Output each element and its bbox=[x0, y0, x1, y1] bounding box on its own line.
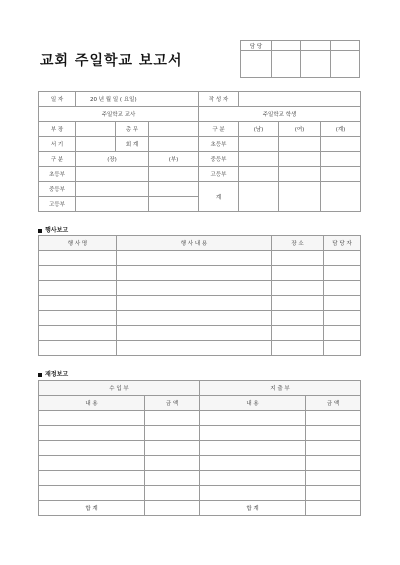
expense-total-label: 합 계 bbox=[200, 501, 306, 516]
expense-total-value[interactable] bbox=[306, 501, 361, 516]
events-col-name: 행 사 명 bbox=[39, 236, 117, 251]
input-cell[interactable] bbox=[239, 152, 279, 167]
input-cell[interactable] bbox=[145, 441, 200, 456]
input-cell[interactable] bbox=[306, 411, 361, 426]
input-cell[interactable] bbox=[272, 281, 324, 296]
input-cell[interactable] bbox=[324, 311, 361, 326]
signature-cell[interactable] bbox=[241, 51, 272, 78]
events-table bbox=[38, 235, 361, 356]
table-row bbox=[39, 311, 361, 326]
teacher-female-label: (부) bbox=[149, 152, 199, 167]
table-row bbox=[39, 326, 361, 341]
students-header: 주일학교 학생 bbox=[199, 107, 361, 122]
signature-cell[interactable] bbox=[330, 51, 359, 78]
approval-label: 담 당 bbox=[241, 41, 272, 51]
teacher-high-label: 고등부 bbox=[39, 197, 76, 212]
input-cell[interactable] bbox=[324, 251, 361, 266]
input-cell[interactable] bbox=[39, 341, 117, 356]
female-label: (여) bbox=[279, 122, 321, 137]
input-cell[interactable] bbox=[306, 486, 361, 501]
role-seogi-value[interactable] bbox=[76, 137, 116, 152]
input-cell[interactable] bbox=[272, 326, 324, 341]
date-label: 일 자 bbox=[39, 92, 76, 107]
teacher-elem-label: 초등부 bbox=[39, 167, 76, 182]
role-hoegye-value[interactable] bbox=[149, 137, 199, 152]
input-cell[interactable] bbox=[279, 182, 321, 212]
page-title: 교회 주일학교 보고서 bbox=[40, 53, 183, 69]
income-header: 수 입 부 bbox=[39, 381, 200, 396]
input-cell[interactable] bbox=[145, 456, 200, 471]
input-cell[interactable] bbox=[39, 251, 117, 266]
teacher-mid-label: 중등부 bbox=[39, 182, 76, 197]
events-col-manager: 담 당 자 bbox=[324, 236, 361, 251]
approval-cell[interactable] bbox=[272, 41, 301, 51]
table-row bbox=[39, 296, 361, 311]
table-row bbox=[39, 266, 361, 281]
expense-header: 지 출 부 bbox=[200, 381, 361, 396]
input-cell[interactable] bbox=[200, 411, 306, 426]
finance-heading-text: 재정보고 bbox=[45, 371, 69, 378]
input-cell[interactable] bbox=[39, 441, 145, 456]
role-bujang: 부 장 bbox=[39, 122, 76, 137]
student-sum-label: 계 bbox=[199, 182, 239, 212]
input-cell[interactable] bbox=[145, 486, 200, 501]
table-row bbox=[39, 251, 361, 266]
income-amount-header: 금 액 bbox=[145, 396, 200, 411]
input-cell[interactable] bbox=[306, 471, 361, 486]
input-cell[interactable] bbox=[117, 341, 272, 356]
input-cell[interactable] bbox=[39, 326, 117, 341]
role-bujang-value[interactable] bbox=[76, 122, 116, 137]
input-cell[interactable] bbox=[272, 296, 324, 311]
table-row bbox=[39, 426, 361, 441]
input-cell[interactable] bbox=[321, 182, 361, 212]
input-cell[interactable] bbox=[117, 281, 272, 296]
square-bullet-icon bbox=[38, 229, 42, 233]
input-cell[interactable] bbox=[39, 266, 117, 281]
input-cell[interactable] bbox=[117, 311, 272, 326]
role-seogi: 서 기 bbox=[39, 137, 76, 152]
input-cell[interactable] bbox=[149, 197, 199, 212]
input-cell[interactable] bbox=[39, 311, 117, 326]
input-cell[interactable] bbox=[279, 137, 321, 152]
signature-cell[interactable] bbox=[272, 51, 301, 78]
expense-content-header: 내 용 bbox=[200, 396, 306, 411]
table-row bbox=[39, 341, 361, 356]
square-bullet-icon bbox=[38, 373, 42, 377]
student-gubun-label: 구 분 bbox=[199, 122, 239, 137]
male-label: (남) bbox=[239, 122, 279, 137]
input-cell[interactable] bbox=[306, 441, 361, 456]
input-cell[interactable] bbox=[279, 152, 321, 167]
table-row bbox=[39, 471, 361, 486]
input-cell[interactable] bbox=[200, 471, 306, 486]
student-high-label: 고등부 bbox=[199, 167, 239, 182]
input-cell[interactable] bbox=[145, 411, 200, 426]
total-label: (계) bbox=[321, 122, 361, 137]
input-cell[interactable] bbox=[39, 296, 117, 311]
input-cell[interactable] bbox=[145, 471, 200, 486]
teachers-header: 주일학교 교사 bbox=[39, 107, 199, 122]
writer-value[interactable] bbox=[239, 92, 361, 107]
input-cell[interactable] bbox=[200, 486, 306, 501]
role-chongmu-value[interactable] bbox=[149, 122, 199, 137]
writer-label: 작 성 자 bbox=[199, 92, 239, 107]
input-cell[interactable] bbox=[324, 326, 361, 341]
input-cell[interactable] bbox=[39, 471, 145, 486]
input-cell[interactable] bbox=[239, 167, 279, 182]
input-cell[interactable] bbox=[272, 341, 324, 356]
table-row bbox=[39, 486, 361, 501]
approval-box bbox=[240, 40, 360, 78]
input-cell[interactable] bbox=[279, 167, 321, 182]
student-elem-label: 초등부 bbox=[199, 137, 239, 152]
input-cell[interactable] bbox=[272, 311, 324, 326]
events-heading-text: 행사보고 bbox=[45, 227, 69, 234]
input-cell[interactable] bbox=[76, 197, 149, 212]
input-cell[interactable] bbox=[324, 281, 361, 296]
input-cell[interactable] bbox=[324, 296, 361, 311]
input-cell[interactable] bbox=[306, 426, 361, 441]
input-cell[interactable] bbox=[321, 137, 361, 152]
table-row bbox=[39, 441, 361, 456]
input-cell[interactable] bbox=[200, 426, 306, 441]
input-cell[interactable] bbox=[324, 266, 361, 281]
input-cell[interactable] bbox=[272, 251, 324, 266]
input-cell[interactable] bbox=[200, 456, 306, 471]
student-mid-label: 중등부 bbox=[199, 152, 239, 167]
input-cell[interactable] bbox=[239, 137, 279, 152]
input-cell[interactable] bbox=[117, 326, 272, 341]
input-cell[interactable] bbox=[321, 167, 361, 182]
input-cell[interactable] bbox=[117, 266, 272, 281]
input-cell[interactable] bbox=[39, 486, 145, 501]
input-cell[interactable] bbox=[76, 182, 149, 197]
events-heading bbox=[38, 225, 68, 234]
input-cell[interactable] bbox=[39, 426, 145, 441]
teacher-gubun-label: 구 분 bbox=[39, 152, 76, 167]
input-cell[interactable] bbox=[39, 281, 117, 296]
role-hoegye: 회 계 bbox=[116, 137, 149, 152]
input-cell[interactable] bbox=[324, 341, 361, 356]
input-cell[interactable] bbox=[117, 296, 272, 311]
date-value[interactable]: 20 년 월 일 ( 요일) bbox=[76, 92, 199, 107]
input-cell[interactable] bbox=[321, 152, 361, 167]
finance-table bbox=[38, 380, 361, 516]
approval-cell[interactable] bbox=[301, 41, 330, 51]
input-cell[interactable] bbox=[306, 456, 361, 471]
events-col-content: 행 사 내 용 bbox=[117, 236, 272, 251]
events-col-place: 장 소 bbox=[272, 236, 324, 251]
input-cell[interactable] bbox=[149, 182, 199, 197]
role-chongmu: 총 무 bbox=[116, 122, 149, 137]
input-cell[interactable] bbox=[272, 266, 324, 281]
input-cell[interactable] bbox=[39, 411, 145, 426]
input-cell[interactable] bbox=[200, 441, 306, 456]
input-cell[interactable] bbox=[239, 182, 279, 212]
table-row bbox=[39, 281, 361, 296]
input-cell[interactable] bbox=[39, 456, 145, 471]
income-total-label: 합 계 bbox=[39, 501, 145, 516]
input-cell[interactable] bbox=[145, 426, 200, 441]
approval-cell[interactable] bbox=[330, 41, 359, 51]
signature-cell[interactable] bbox=[301, 51, 330, 78]
input-cell[interactable] bbox=[76, 167, 149, 182]
teacher-male-label: (장) bbox=[76, 152, 149, 167]
table-row bbox=[39, 456, 361, 471]
input-cell[interactable] bbox=[149, 167, 199, 182]
info-table bbox=[38, 91, 361, 212]
expense-amount-header: 금 액 bbox=[306, 396, 361, 411]
income-total-value[interactable] bbox=[145, 501, 200, 516]
income-content-header: 내 용 bbox=[39, 396, 145, 411]
table-row bbox=[39, 411, 361, 426]
finance-heading bbox=[38, 369, 68, 378]
input-cell[interactable] bbox=[117, 251, 272, 266]
